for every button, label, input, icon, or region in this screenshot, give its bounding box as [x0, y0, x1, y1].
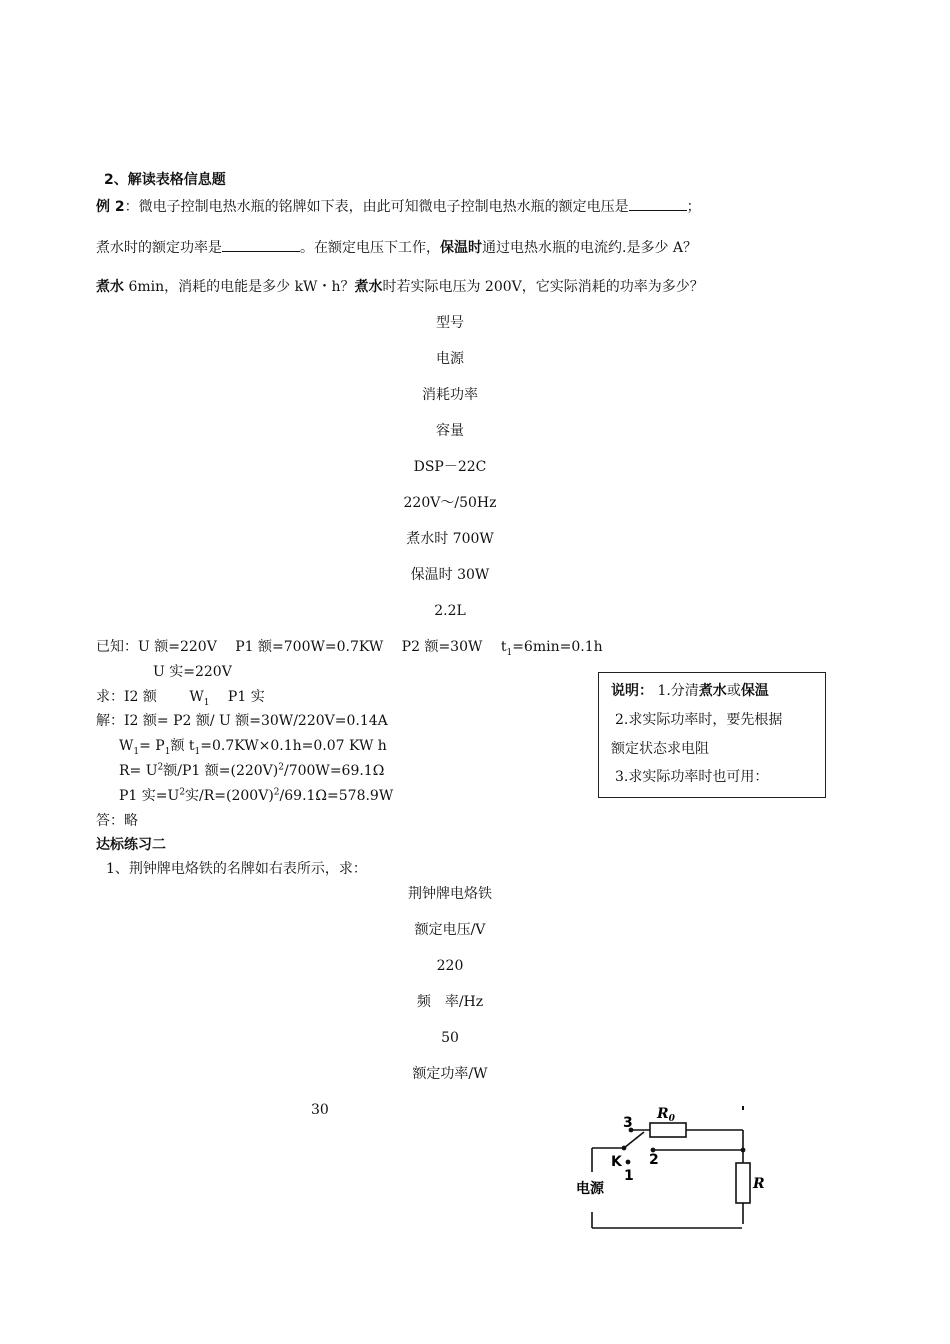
nameplate-row: 煮水时 700W: [406, 531, 494, 547]
note-or: 或: [726, 683, 741, 699]
nameplate-row: 2.2L: [434, 603, 466, 619]
practice-title: 达标练习二: [96, 837, 166, 853]
section-title: 2、解读表格信息题: [104, 172, 226, 188]
solution-step-4: [119, 789, 393, 803]
plate-row: 50: [441, 1030, 459, 1046]
known-sub: 1: [506, 647, 513, 658]
plate-row: 220: [436, 958, 464, 974]
note-boil: 煮水: [698, 683, 727, 699]
s2c: 额 t: [170, 738, 195, 754]
solution-step-3: [119, 764, 384, 778]
solution-known-2: U 实=220V: [153, 664, 232, 680]
solution-step-1: 解：I2 额= P2 额/ U 额=30W/220V=0.14A: [96, 713, 388, 729]
practice-question-1: 1、荆钟牌电烙铁的名牌如右表所示，求：: [106, 861, 367, 877]
nameplate-row: DSP－22C: [413, 459, 487, 475]
keyword-boil-1: 煮水: [96, 279, 124, 295]
s2b: = P: [139, 738, 165, 754]
terminal-2-label: 2: [649, 1152, 659, 1168]
note-warm: 保温: [740, 683, 769, 699]
plate-row: 频 率/Hz: [416, 994, 484, 1010]
example-question-3a: 6min，消耗的电能是多少 kW・h？: [124, 279, 355, 295]
answer-blank-power: [222, 239, 300, 252]
s2s1: 1: [133, 746, 140, 757]
s3a: R= U: [119, 763, 158, 779]
example-question-2c: 通过电热水瓶的电流约.是多少 A？: [482, 240, 698, 256]
s3sup2: 2: [278, 762, 284, 773]
example-question-2b: 。在额定电压下工作，: [300, 240, 440, 256]
r-label: R: [753, 1176, 765, 1192]
plate-row-last: 30: [311, 1102, 329, 1118]
keyword-boil-2: 煮水: [354, 279, 383, 295]
example-line-2: [96, 239, 697, 255]
s4sup2: 2: [273, 787, 280, 798]
r0-letter: R: [657, 1106, 669, 1122]
nameplate-row: 电源: [436, 351, 464, 367]
example-line-3: [96, 280, 704, 294]
nameplate-row: 保温时 30W: [410, 567, 490, 583]
example-punct: ；: [686, 199, 701, 215]
ask-end: P1 实: [209, 689, 265, 705]
s2s2: 1: [164, 746, 171, 757]
plate-row: 荆钟牌电烙铁: [408, 886, 492, 902]
plate-row: 额定功率/W: [412, 1066, 488, 1082]
note-label: 说明：: [611, 683, 653, 699]
note-line-3: 额定状态求电阻: [611, 741, 709, 757]
nameplate-row: 220V～/50Hz: [403, 495, 497, 511]
example-label: 例 2: [96, 199, 125, 215]
r0-sub: 0: [668, 1114, 675, 1124]
known-end: =6min=0.1h: [512, 639, 603, 655]
keyword-keep-warm: 保温时: [440, 240, 482, 256]
solution-step-2: [119, 738, 387, 757]
note-line-2: 2.求实际功率时，要先根据: [615, 712, 783, 728]
s4sup: 2: [179, 787, 186, 798]
s3c: /700W=69.1Ω: [283, 763, 385, 779]
s2d: =0.7KW×0.1h=0.07 KW h: [200, 738, 387, 754]
ask-sub: 1: [203, 697, 210, 708]
terminal-3-label: 3: [623, 1115, 633, 1131]
example-question-2a: 煮水时的额定功率是: [96, 240, 222, 256]
circuit-diagram: [560, 1100, 770, 1235]
s4b: 实/R=(200V): [185, 788, 274, 804]
known-text: 已知：U 额=220V P1 额=700W=0.7KW P2 额=30W t: [96, 639, 507, 655]
nameplate-row: 消耗功率: [422, 387, 478, 403]
answer-blank-voltage: [629, 198, 687, 211]
nameplate-row: 容量: [436, 423, 464, 439]
s2a: W: [119, 738, 134, 754]
note-l1a: 1.分清: [657, 683, 699, 699]
note-line-1: [611, 684, 769, 698]
note-line-4: 3.求实际功率时也可用：: [615, 769, 769, 785]
ask-text: 求：I2 额 W: [96, 689, 204, 705]
switch-k-label: K: [611, 1154, 622, 1170]
solution-answer: 答：略: [96, 813, 138, 829]
s4a: P1 实=U: [119, 788, 180, 804]
s3sup: 2: [157, 762, 164, 773]
example-question-3b: 时若实际电压为 200V，它实际消耗的功率为多少？: [382, 279, 704, 295]
example-question-1: ：微电子控制电热水瓶的铭牌如下表，由此可知微电子控制电热水瓶的额定电压是: [124, 199, 629, 215]
solution-known: [96, 639, 603, 658]
s4c: /69.1Ω=578.9W: [279, 788, 394, 804]
note-box: [598, 672, 826, 798]
example-line-1: [96, 198, 701, 214]
r0-label: [656, 1106, 676, 1124]
power-source-label: 电源: [576, 1181, 604, 1197]
terminal-1-label: 1: [624, 1168, 634, 1184]
nameplate-row: 型号: [436, 315, 464, 331]
s3b: 额/P1 额=(220V): [163, 763, 279, 779]
solution-ask: [96, 689, 265, 708]
s2s3: 1: [194, 746, 201, 757]
plate-row: 额定电压/V: [414, 922, 486, 938]
